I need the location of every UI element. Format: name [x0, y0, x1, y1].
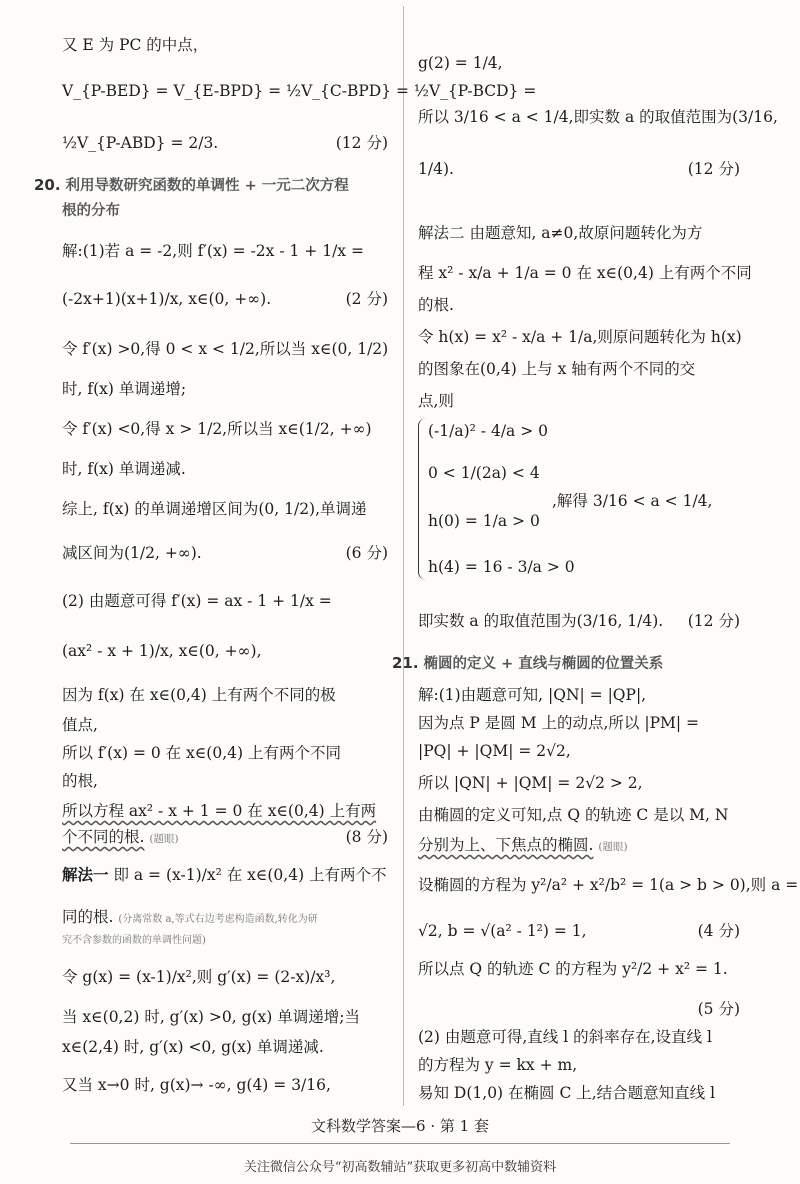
formula-line: 令 f′(x) >0,得 0 < x < 1/2,所以当 x∈(0, 1/2) [62, 340, 389, 358]
text-line: 值点, [62, 716, 98, 734]
formula-line: 所以点 Q 的轨迹 C 的方程为 y²/2 + x² = 1. [418, 960, 728, 978]
score-label: (5 分) [697, 1000, 740, 1018]
formula-line: V_{P-BED} = V_{E-BPD} = ½V_{C-BPD} = ½V_{P-BCD} = [62, 82, 537, 100]
formula-text: 即 a = (x-1)/x² 在 x∈(0,4) 上有两个不 [113, 866, 387, 884]
text-line: 解:(1)由题意可知, |QN| = |QP|, [418, 686, 647, 704]
method-label: 解法一 [62, 866, 109, 884]
formula-line: 所以 |QN| + |QM| = 2√2 > 2, [418, 774, 643, 792]
method-one-line [62, 864, 387, 886]
formula-line: 令 g(x) = (x-1)/x²,则 g′(x) = (2-x)/x³, [62, 968, 336, 986]
key-statement: 所以方程 ax² - x + 1 = 0 在 x∈(0,4) 上有两 [62, 802, 377, 820]
question-header-21 [392, 652, 663, 675]
formula-line: 1/4). [418, 160, 454, 178]
text-line: 易知 D(1,0) 在椭圆 C 上,结合题意知直线 l [418, 1084, 716, 1102]
text-line: (2) 由题意可得,直线 l 的斜率存在,设直线 l [418, 1028, 712, 1046]
formula-line: g(2) = 1/4, [418, 54, 503, 72]
question-number: 20. [34, 176, 61, 194]
text-line: 当 x∈(0,2) 时, g′(x) >0, g(x) 单调递增;当 [62, 1008, 360, 1026]
score-label: (8 分) [345, 828, 388, 846]
score-label: (2 分) [345, 290, 388, 308]
score-label: (4 分) [697, 922, 740, 940]
formula-line: 综上, f(x) 的单调递增区间为(0, 1/2),单调递 [62, 500, 367, 518]
formula-line: 的方程为 y = kx + m, [418, 1056, 578, 1074]
key-statement-cont [62, 826, 179, 850]
text-line: 点,则 [418, 392, 454, 410]
key-statement: 分别为上、下焦点的椭圆. [418, 836, 594, 854]
formula-line: 又当 x→0 时, g(x)→ -∞, g(4) = 3/16, [62, 1076, 331, 1094]
text-line: 的根, [62, 772, 98, 790]
formula-line: 设椭圆的方程为 y²/a² + x²/b² = 1(a > b > 0),则 a = [418, 876, 799, 894]
key-statement: 个不同的根. [62, 828, 145, 846]
text-part: 同的根. [62, 908, 114, 926]
text-line: 由椭圆的定义可知,点 Q 的轨迹 C 是以 M, N [418, 806, 729, 824]
system-condition: h(4) = 16 - 3/a > 0 [428, 558, 575, 576]
formula-line: √2, b = √(a² - 1²) = 1, [418, 922, 587, 940]
question-topic-cont: 根的分布 [62, 203, 120, 219]
method-label: 解法二 [418, 224, 465, 242]
formula-line: 令 f′(x) <0,得 x > 1/2,所以当 x∈(1/2, +∞) [62, 420, 372, 438]
question-header-20 [34, 174, 349, 197]
hint-note: 究不含参数的函数的单调性问题) [62, 935, 206, 946]
system-condition: 0 < 1/(2a) < 4 [428, 464, 540, 482]
text-line: 时, f(x) 单调递增; [62, 380, 187, 398]
question-topic: 椭圆的定义 + 直线与椭圆的位置关系 [423, 656, 664, 672]
text-line: 因为点 P 是圆 M 上的动点,所以 |PM| = [418, 714, 700, 732]
page-footer: 文科数学答案—6 · 第 1 套 [311, 1117, 489, 1135]
footer-divider [70, 1143, 730, 1144]
system-condition: (-1/a)² - 4/a > 0 [428, 422, 548, 440]
formula-line: (2) 由题意可得 f′(x) = ax - 1 + 1/x = [62, 592, 332, 610]
score-label: (6 分) [345, 544, 388, 562]
score-label: (12 分) [687, 612, 740, 630]
key-point-note: (题眼) [598, 841, 628, 853]
system-condition: h(0) = 1/a > 0 [428, 512, 540, 530]
system-result: ,解得 3/16 < a < 1/4, [552, 492, 713, 510]
formula-line: (-2x+1)(x+1)/x, x∈(0, +∞). [62, 290, 272, 308]
text-line: 的图象在(0,4) 上与 x 轴有两个不同的交 [418, 360, 696, 378]
formula-line: 令 h(x) = x² - x/a + 1/a,则原问题转化为 h(x) [418, 328, 742, 346]
text-line: 的根. [418, 296, 454, 314]
formula-line: |PQ| + |QM| = 2√2, [418, 742, 571, 760]
promo-note: 关注微信公众号“初高数辅站”获取更多初高中数辅资料 [243, 1160, 557, 1175]
text-line [62, 906, 318, 931]
text-line: 所以 f′(x) = 0 在 x∈(0,4) 上有两个不同 [62, 744, 341, 762]
question-number: 21. [392, 654, 419, 672]
hint-note: (分离常数 a,等式右边考虑构造函数,转化为研 [118, 914, 318, 925]
method-two-line [418, 222, 702, 244]
question-topic: 利用导数研究函数的单调性 + 一元二次方程 [65, 178, 349, 194]
text-line: 因为 f(x) 在 x∈(0,4) 上有两个不同的极 [62, 686, 336, 704]
score-label: (12 分) [335, 134, 388, 152]
formula-line: 解:(1)若 a = -2,则 f′(x) = -2x - 1 + 1/x = [62, 242, 364, 260]
column-divider [403, 6, 404, 1106]
formula-line: 所以 3/16 < a < 1/4,即实数 a 的取值范围为(3/16, [418, 108, 778, 126]
formula-line: ½V_{P-ABD} = 2/3. [62, 134, 219, 152]
formula-line: 即实数 a 的取值范围为(3/16, 1/4). [418, 612, 664, 630]
text-line: x∈(2,4) 时, g′(x) <0, g(x) 单调递减. [62, 1038, 324, 1056]
key-point-note: (题眼) [149, 833, 179, 845]
formula-line: 程 x² - x/a + 1/a = 0 在 x∈(0,4) 上有两个不同 [418, 264, 752, 282]
formula-line: 减区间为(1/2, +∞). [62, 544, 202, 562]
key-statement-line [418, 834, 628, 858]
text-part: 由题意知, a≠0,故原问题转化为方 [469, 224, 703, 242]
formula-line: (ax² - x + 1)/x, x∈(0, +∞), [62, 642, 262, 660]
text-line: 时, f(x) 单调递减. [62, 460, 186, 478]
score-label: (12 分) [687, 160, 740, 178]
text-line: 又 E 为 PC 的中点， [62, 36, 209, 54]
